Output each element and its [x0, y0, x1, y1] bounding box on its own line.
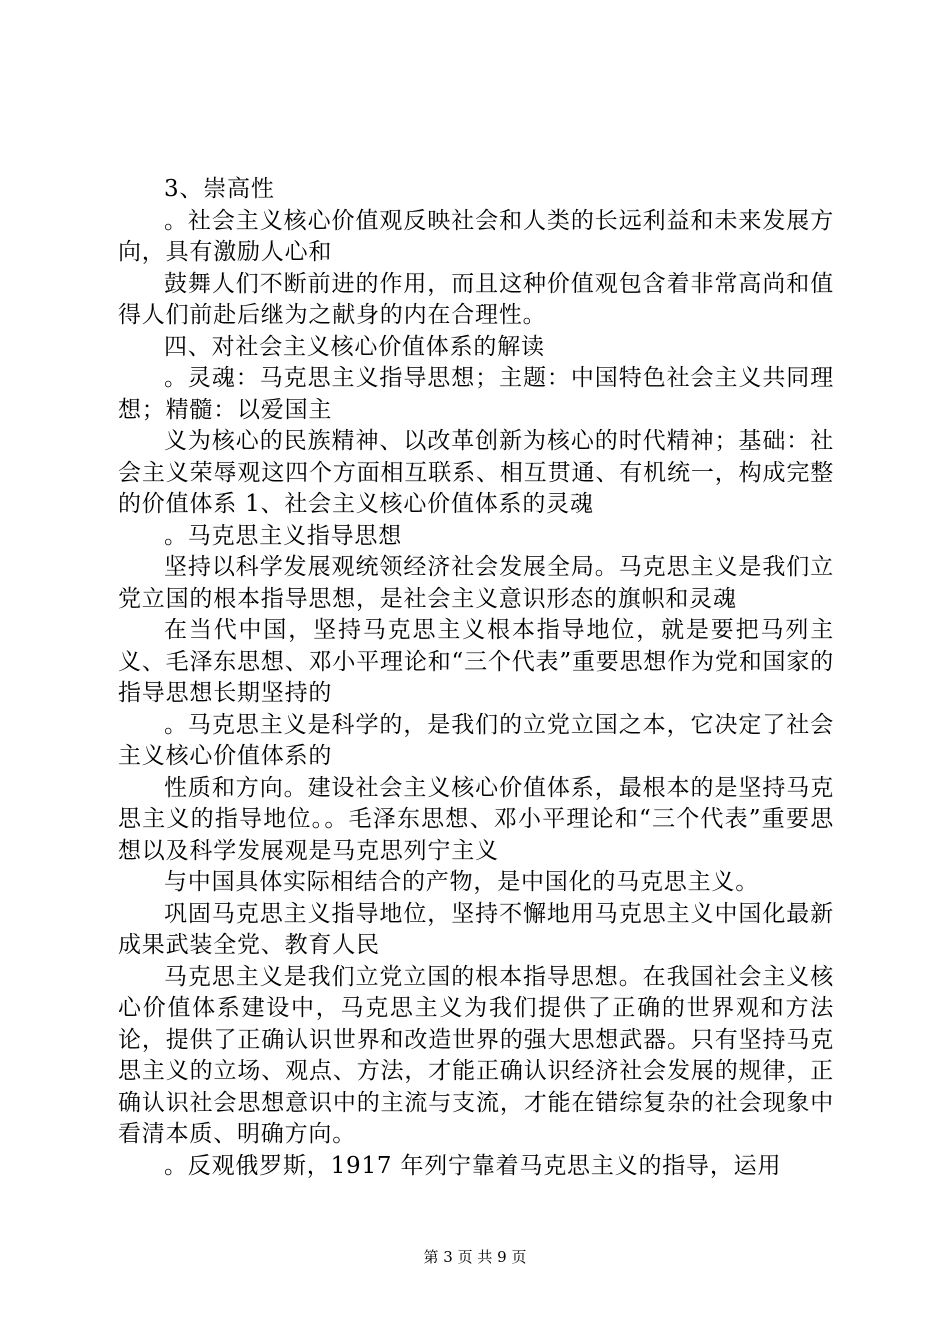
paragraph-6: 义为核心的民族精神、以改革创新为核心的时代精神；基础：社会主义荣辱观这四个方面相互联系、相互贯通、有机统一，构成完整的价值体系 1、社会主义核心价值体系的灵魂 — [118, 428, 834, 517]
paragraph-4: 四、对社会主义核心价值体系的解读 — [164, 333, 545, 360]
paragraph-1: 3、崇高性 — [164, 176, 275, 202]
paragraph-11: 性质和方向。建设社会主义核心价值体系，最根本的是坚持马克思主义的指导地位。。毛泽东思想、邓小平理论和“三个代表”重要思想以及科学发展观是马克思列宁主义 — [118, 774, 834, 864]
paragraph-3: 鼓舞人们不断前进的作用，而且这种价值观包含着非常高尚和值得人们前赴后继为之献身的内在合理性。 — [118, 270, 834, 328]
page-footer — [0, 1246, 950, 1267]
paragraph-5: 。灵魂：马克思主义指导思想；主题：中国特色社会主义共同理想；精髓：以爱国主 — [118, 365, 834, 423]
paragraph-10: 。马克思主义是科学的，是我们的立党立国之本，它决定了社会主义核心价值体系的 — [118, 711, 834, 769]
paragraph-8: 坚持以科学发展观统领经济社会发展全局。马克思主义是我们立党立国的根本指导思想，是社会主义意识形态的旗帜和灵魂 — [118, 554, 834, 612]
document-body — [118, 174, 834, 1182]
paragraph-7: 。马克思主义指导思想 — [164, 522, 402, 549]
paragraph-2: 。社会主义核心价值观反映社会和人类的长远利益和未来发展方向，具有激励人心和 — [118, 207, 834, 265]
page-number-label: 第 3 页 共 9 页 — [423, 1248, 527, 1266]
paragraph-14: 马克思主义是我们立党立国的根本指导思想。在我国社会主义核心价值体系建设中，马克思主义为我们提供了正确的世界观和方法论，提供了正确认识世界和改造世界的强大思想武器。只有坚持马克思主义的立场、观点、方法，才能正确认识经济社会发展的规律，正确认识社会思想意识中的主流与支流，才能在错综复杂的社会现象中看清本质、明确方向。 — [118, 963, 834, 1147]
paragraph-12: 与中国具体实际相结合的产物，是中国化的马克思主义。 — [164, 869, 759, 895]
paragraph-9: 在当代中国，坚持马克思主义根本指导地位，就是要把马列主义、毛泽东思想、邓小平理论和“三个代表”重要思想作为党和国家的指导思想长期坚持的 — [118, 617, 834, 706]
paragraph-13: 巩固马克思主义指导地位，坚持不懈地用马克思主义中国化最新成果武装全党、教育人民 — [118, 900, 834, 958]
paragraph-15: 。反观俄罗斯，1917 年列宁靠着马克思主义的指导，运用 — [164, 1152, 782, 1179]
